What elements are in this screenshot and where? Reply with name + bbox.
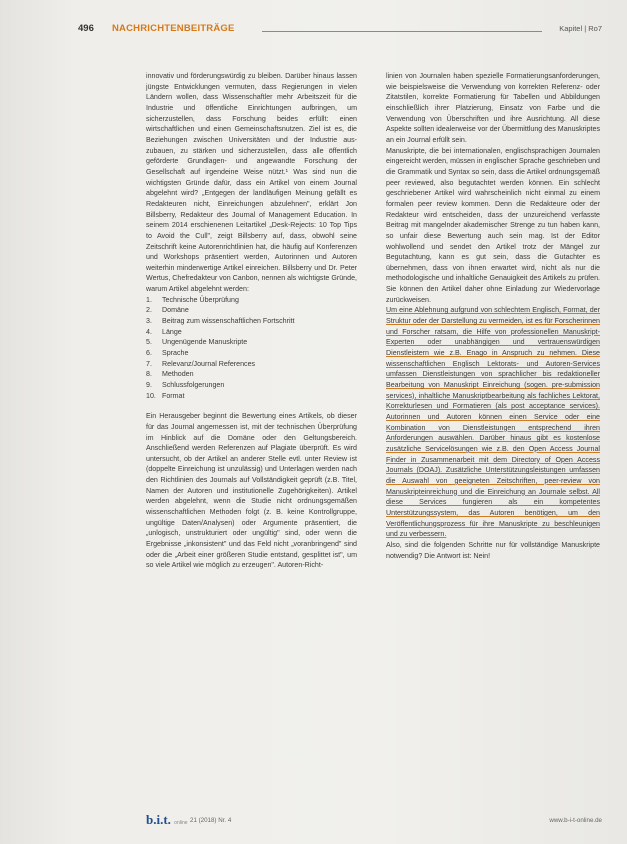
criteria-item bbox=[146, 295, 357, 306]
criteria-number: 7. bbox=[146, 359, 152, 368]
footer-url: www.b-i-t-online.de bbox=[549, 817, 602, 824]
criteria-text: Sprache bbox=[162, 348, 189, 357]
criteria-item bbox=[146, 359, 357, 370]
right-paragraph-2: Manuskripte, die bei internationalen, englischsprachigen Journalen eingereicht werden, müssen in englischer Sprache geschrieben und die Grammatik und Syntax so sein, dass die Artikel ordnungsgemäß peer reviewed, also begutachtet werden können. Ein schlecht geschriebener Artikel wird wahrscheinlich nicht einmal zu einem formalen peer review kommen. Denn die Redakteure oder der Redakteur wird entscheiden, dass der unzureichend verfasste Beitrag mit mangelnder akademischer Strenge zu tun haben kann, so unfair diese Bewertung auch sein mag. Ist der Editor wohlwollend und sendet den Artikel trotz der Mängel zur Begutachtung, kann es gut sein, dass die Gutachter es übernehmen, dass von ihnen erwartet wird, nicht als nur die methodologische und inhaltliche Genauigkeit des Artikels zu prüfen. Sie können den Artikel daher ohne Einladung zur Wiedervorlage zurückweisen. bbox=[386, 146, 600, 304]
criteria-number: 9. bbox=[146, 380, 152, 389]
criteria-text: Relevanz/Journal References bbox=[162, 359, 256, 368]
criteria-text: Ungenügende Manuskripte bbox=[162, 338, 248, 347]
criteria-number: 3. bbox=[146, 317, 152, 326]
left-intro-paragraph: innovativ und förderungswürdig zu bleiben. Darüber hinaus lassen jüngste Entwicklungen vermuten, dass Regierungen in vielen Ländern wollen, dass Wissenschaftler mehr Arbeitszeit für die Industrie und öffentliche Einrichtungen aufbringen, um sicherzustellen, dass Forschung beides erfüllt: einen wirtschaftlichen und einen Gemeinschaftsnutzen. Ziel ist es, die Beziehungen zwischen Universitäten und der Industrie aus- zubauen, zu stärken und sicherzustellen, dass alle öffentlich geförderte Grundlagen- und angewandte Forschung der Gesellschaft auf irgendeine Weise nützt.¹ Was sind nun die wichtigsten Gründe dafür, dass ein Artikel von einem Journal abgelehnt wird? „Entgegen der landläufigen Meinung gefällt es Redakteuren nicht, Einreichungen abzulehnen", erklärt Jon Billsberry, Redakteur des Journal of Management Education. In seinem 2014 erschienenen Leitartikel „Desk-Rejects: 10 Top Tips to Avoid the Cull", zeigt Billsberry auf, dass, obwohl seine Zeitschrift keine Autorenrichtlinien hat, die häufig auf Konferenzen und Workshops präsentiert werden, Autorinnen und Autoren weiterhin minderwertige Artikel einreichen. Billsberry und Dr. Peter Wertus, Chefredakteur von Canbon, nennen als wichtigste Gründe, warum Artikel abgelehnt werden: bbox=[146, 72, 357, 294]
rejection-criteria-list bbox=[146, 295, 357, 401]
criteria-item bbox=[146, 391, 357, 402]
right-paragraph-4: Also, sind die folgenden Schritte nur für vollständige Manuskripte notwendig? Die Antwort ist: Nein! bbox=[386, 540, 600, 560]
criteria-item bbox=[146, 305, 357, 316]
criteria-item bbox=[146, 348, 357, 359]
bit-logo bbox=[146, 812, 188, 828]
criteria-item bbox=[146, 327, 357, 338]
criteria-text: Methoden bbox=[162, 370, 194, 379]
section-title: NACHRICHTENBEITRÄGE bbox=[112, 23, 235, 34]
logo-subtext: online bbox=[174, 820, 188, 826]
criteria-number: 8. bbox=[146, 370, 152, 379]
criteria-item bbox=[146, 369, 357, 380]
left-outro-paragraph: Ein Herausgeber beginnt die Bewertung eines Artikels, ob dieser für das Journal angemessen ist, mit der technischen Überprüfung im Hinblick auf die Domäne oder den Geltungsbereich. Anschließend werden Referenzen auf Plagiate überprüft. Es wird untersucht, ob der Artikel an anderer Stelle evtl. unter Review ist (doppelte Einreichung ist unzulässig) und Unterlagen werden nach den Richtlinien des Journals auf Vollständigkeit geprüft (z.B. Titel, Namen der Autoren und institutionelle Zugehörigkeiten). Artikel werden abgelehnt, wenn die Studie nicht ordnungsgemäßen wissenschaftlichen Methoden folgt (z. B. keine Kontrollgruppe, ungültige Daten/Analysen) oder Argumente präsentiert, die „unlogisch, unstrukturiert oder ungültig" sind, oder wenn die Ergebnisse „inkonsistent" und das Feld nicht „voranbringend" sind oder die „Arbeit einer größeren Studie entstand, gesplittet ist", um so viele Artikel wie möglich zu erzeugen". Autoren-Richt- bbox=[146, 412, 357, 570]
chapter-label: Kapitel | Ro7 bbox=[559, 24, 602, 33]
right-column bbox=[386, 71, 600, 561]
criteria-number: 1. bbox=[146, 295, 152, 304]
criteria-text: Format bbox=[162, 391, 185, 400]
running-header bbox=[78, 23, 602, 39]
criteria-text: Beitrag zum wissenschaftlichen Fortschritt bbox=[162, 317, 295, 326]
criteria-text: Länge bbox=[162, 327, 182, 336]
logo-text: b.i.t. bbox=[146, 812, 171, 827]
criteria-text: Schlussfolgerungen bbox=[162, 380, 225, 389]
criteria-number: 10. bbox=[146, 391, 156, 400]
criteria-item bbox=[146, 337, 357, 348]
criteria-number: 5. bbox=[146, 338, 152, 347]
criteria-number: 4. bbox=[146, 327, 152, 336]
left-column bbox=[146, 71, 357, 571]
criteria-number: 6. bbox=[146, 348, 152, 357]
right-paragraph-1: linien von Journalen haben spezielle Formatierungsanforderungen, wie beispielsweise die Verwendung von korrekten Referenz- oder Zitatstilen, korrekte Formatierung für Tabellen und Abbildungen einschließlich ihrer Platzierung, Einsatz von Farbe und die Verwendung von Überschriften und ihre Ausrichtung. All diese Aspekte sollten idealerweise vor der Übermittlung des Manuskriptes an ein Journal erfüllt sein. bbox=[386, 72, 600, 144]
criteria-text: Domäne bbox=[162, 306, 189, 315]
issue-label: 21 (2018) Nr. 4 bbox=[190, 817, 232, 824]
criteria-item bbox=[146, 316, 357, 327]
page-footer bbox=[146, 812, 602, 829]
criteria-item bbox=[146, 380, 357, 391]
page-number: 496 bbox=[78, 23, 94, 34]
criteria-number: 2. bbox=[146, 306, 152, 315]
criteria-text: Technische Überprüfung bbox=[162, 295, 239, 304]
right-paragraph-3: Um eine Ablehnung aufgrund von schlechtem Englisch, Format, der Struktur oder der Darstellung zu vermeiden, ist es für Forscherinnen und Forscher ratsam, die Hilfe von professionellen Manuskript-Experten oder unabhängigen und vertrauenswürdigen Dienstleistern wie z.B. Enago in Anspruch zu nehmen. Diese wissenschaftlichen Englisch Lektorats- und Autoren-Services umfassen Dienstleistungen von sprachlicher bis redaktioneller Bearbeitung von Manuskript Einreichung (sogen. pre-submission services), inhaltliche Manuskriptbearbeitung als fachliches Lektorat, Korrekturlesen und Formatieren (als post acceptance services). Autorinnen und Autoren können einen Service oder eine Kombination von Dienstleistungen entsprechend ihren Anforderungen auswählen. Darüber hinaus gibt es kostenlose zusätzliche Servicelösungen wie z.B. den Open Access Journal Finder in Zusammenarbeit mit dem Directory of Open Access Journals (DOAJ). Zusätzliche Unterstützungsleistungen umfassen die Auswahl von geeigneten Zeitschriften, peer-review von Manuskripteinreichung und die Einreichung an Journale selbst. All diese Services fungieren als ein kompetentes Unterstützungssystem, das Autoren benötigen, um den Veröffentlichungsprozess für ihre Manuskripte zu beschleunigen und zu verbessern. bbox=[386, 306, 600, 539]
header-rule bbox=[262, 31, 542, 32]
